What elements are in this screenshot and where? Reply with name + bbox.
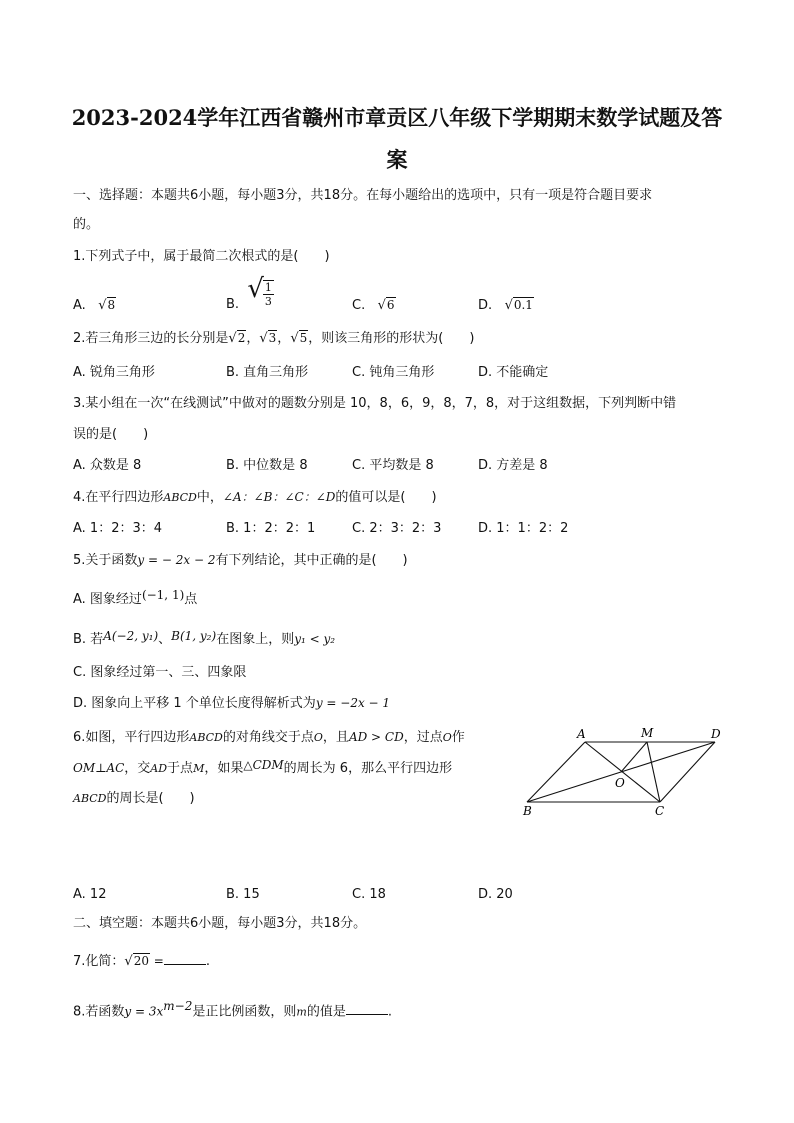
- q2-side2-radicand: 3: [268, 331, 277, 345]
- q5-stem-pre: 5.关于函数: [73, 553, 138, 568]
- q5-option-a: [73, 590, 197, 609]
- q2-side3: √5: [290, 331, 308, 346]
- q6-abcd: ABCD: [189, 731, 223, 744]
- label-o: O: [615, 776, 625, 790]
- q7-radicand: 20: [133, 954, 149, 968]
- q6-l1-mid: 的对角线交于点: [222, 730, 314, 745]
- q6-l1-post: ，过点: [403, 730, 443, 745]
- q5-a-pre: A. 图象经过: [73, 592, 142, 607]
- section1-heading-cont: 的。: [73, 217, 100, 232]
- q4-stem-post: 的值可以是( ): [335, 490, 437, 505]
- q8-pre: 8.若函数: [73, 1004, 125, 1020]
- q5-d-expression: y = −2x − 1: [315, 696, 391, 710]
- q3-stem-cont: 误的是( ): [73, 427, 149, 442]
- q1-c-label: C.: [352, 298, 366, 313]
- q2-option-a: A. 锐角三角形: [73, 365, 155, 380]
- q2-side2: √3: [259, 331, 277, 346]
- q3-option-a: A. 众数是 8: [73, 458, 142, 473]
- q1-option-b: [226, 274, 274, 314]
- q6-parallelogram-figure: [515, 722, 730, 822]
- q6-option-a: A. 12: [73, 887, 107, 902]
- q3-option-b: B. 中位数是 8: [226, 458, 308, 473]
- q5-stem-post: 有下列结论，其中正确的是( ): [215, 553, 408, 568]
- q1-a-label: A.: [73, 298, 86, 313]
- label-d: D: [711, 727, 721, 741]
- q4-option-b: B. 1：2：2：1: [226, 521, 316, 536]
- q6-inequality: AD > CD: [348, 730, 404, 744]
- q3-stem: 3.某小组在一次“在线测试”中做对的题数分别是 10，8，6，9，8，7，8，对于这组数据，下列判断中错: [73, 396, 677, 411]
- q6-stem-line2: [73, 759, 452, 778]
- q7-equals: =: [149, 954, 164, 968]
- q2-sep2: ，: [277, 331, 291, 346]
- q5-a-post: 点: [184, 592, 198, 607]
- q1-option-c: [352, 296, 396, 315]
- q1-d-radicand: 0.1: [513, 298, 533, 312]
- q1-d-sqrt: √0.1: [504, 298, 533, 313]
- q5-stem: [73, 551, 408, 570]
- q3-option-c: C. 平均数是 8: [352, 458, 434, 473]
- q1-option-a: [73, 296, 116, 315]
- q6-l1-end: 作: [451, 730, 465, 745]
- q5-b-point-a: A(−2, y₁): [103, 629, 159, 643]
- q6-l2-mid: ，交: [124, 761, 151, 776]
- section1-heading: 一、选择题：本题共6小题，每小题3分，共18分。在每小题给出的选项中，只有一项是符合题目要求: [73, 188, 653, 203]
- q6-option-c: C. 18: [352, 887, 386, 902]
- q5-function: y = − 2x − 2: [137, 553, 216, 567]
- q1-d-label: D.: [478, 298, 493, 313]
- q6-perpendicular: OM⊥AC: [73, 761, 125, 775]
- q2-option-c: C. 钝角三角形: [352, 365, 435, 380]
- q6-point-o2: O: [442, 731, 452, 744]
- q5-b-relation: y₁ < y₂: [294, 632, 336, 646]
- q6-option-b: B. 15: [226, 887, 260, 902]
- section2-heading: 二、填空题：本题共6小题，每小题3分，共18分。: [73, 916, 367, 931]
- q2-stem: [73, 329, 474, 348]
- q1-b-numerator: 1: [264, 280, 272, 294]
- q5-a-point: (−1, 1): [141, 588, 185, 602]
- q4-angles: ∠A：∠B：∠C：∠D: [222, 490, 336, 504]
- q6-l2-mid3: ，如果: [204, 761, 244, 776]
- q8-function: y = 3x: [124, 1004, 164, 1019]
- q6-point-m: M: [193, 762, 205, 775]
- q4-stem-pre: 4.在平行四边形: [73, 490, 164, 505]
- q2-sep1: ，: [246, 331, 260, 346]
- q1-c-radicand: 6: [386, 298, 395, 312]
- q1-b-sqrt: √ $\frac{1}{3}$: [247, 274, 272, 308]
- q6-l2-post: 的周长为 6，那么平行四边形: [283, 761, 453, 776]
- q2-stem-pre: 2.若三角形三边的长分别是: [73, 331, 229, 346]
- q1-a-sqrt: √8: [98, 298, 116, 313]
- q8-stem: [73, 997, 392, 1021]
- label-a: A: [577, 727, 586, 741]
- q2-option-b: B. 直角三角形: [226, 365, 309, 380]
- label-m: M: [641, 726, 654, 740]
- q8-exponent: m−2: [163, 999, 193, 1013]
- q2-stem-post: ，则该三角形的形状为( ): [308, 331, 475, 346]
- q6-ad: AD: [150, 762, 168, 775]
- q1-c-sqrt: √6: [377, 298, 395, 313]
- q6-abcd-2: ABCD: [73, 792, 107, 805]
- q4-option-d: D. 1：1：2：2: [478, 521, 569, 536]
- q4-option-a: A. 1：2：3：4: [73, 521, 163, 536]
- document-title-line1: 2023-2024学年江西省赣州市章贡区八年级下学期期末数学试题及答: [71, 105, 723, 130]
- q5-option-c: C. 图象经过第一、三、四象限: [73, 665, 247, 680]
- q2-side1-radicand: 2: [237, 331, 246, 345]
- q3-option-d: D. 方差是 8: [478, 458, 548, 473]
- q2-side3-radicand: 5: [299, 331, 308, 345]
- q4-stem: [73, 488, 437, 507]
- document-title-line2: 案: [386, 147, 408, 172]
- q8-post: 是正比例函数，则: [192, 1004, 297, 1020]
- q2-option-d: D. 不能确定: [478, 365, 549, 380]
- q6-stem-line3: [73, 790, 195, 808]
- q5-b-pre: B. 若: [73, 632, 104, 647]
- q5-b-sep: 、: [158, 632, 172, 647]
- q1-a-radicand: 8: [107, 298, 116, 312]
- q6-l2-mid2: 于点: [167, 761, 194, 776]
- q2-side1: √2: [228, 331, 246, 346]
- q7-pre: 7.化简：: [73, 954, 125, 969]
- q6-option-d: D. 20: [478, 887, 513, 902]
- q1-b-label: B.: [226, 297, 240, 312]
- q1-stem: 1.下列式子中，属于最简二次根式的是( ): [73, 249, 330, 264]
- q4-option-c: C. 2：3：2：3: [352, 521, 442, 536]
- q7-stem: [73, 952, 210, 971]
- q6-stem-line1: [73, 728, 465, 747]
- q6-triangle: △CDM: [243, 758, 284, 772]
- q6-l1-mid2: ，且: [322, 730, 349, 745]
- q5-b-point-b: B(1, y₂): [171, 629, 217, 643]
- q5-d-pre: D. 图象向上平移 1 个单位长度得解析式为: [73, 696, 316, 711]
- q7-answer-blank[interactable]: [164, 952, 206, 965]
- q8-variable-m: m: [296, 1005, 307, 1019]
- q8-end: .: [387, 1004, 392, 1020]
- q4-stem-mid: 中，: [196, 490, 223, 505]
- q5-option-d: [73, 694, 390, 713]
- q4-abcd: ABCD: [163, 491, 197, 504]
- q7-sqrt: √20: [124, 954, 149, 969]
- q6-l1-pre: 6.如图，平行四边形: [73, 730, 190, 745]
- q5-option-b: [73, 630, 335, 649]
- q1-b-denominator: 3: [264, 294, 272, 308]
- q6-l3-post: 的周长是( ): [106, 791, 195, 806]
- label-b: B: [523, 804, 532, 818]
- q7-post: .: [205, 954, 210, 969]
- label-c: C: [655, 804, 665, 818]
- q1-option-d: [478, 296, 534, 315]
- q8-answer-blank[interactable]: [346, 1002, 388, 1015]
- q8-post2: 的值是: [306, 1004, 346, 1020]
- q5-b-mid: 在图象上，则: [216, 632, 295, 647]
- q6-point-o: O: [313, 731, 323, 744]
